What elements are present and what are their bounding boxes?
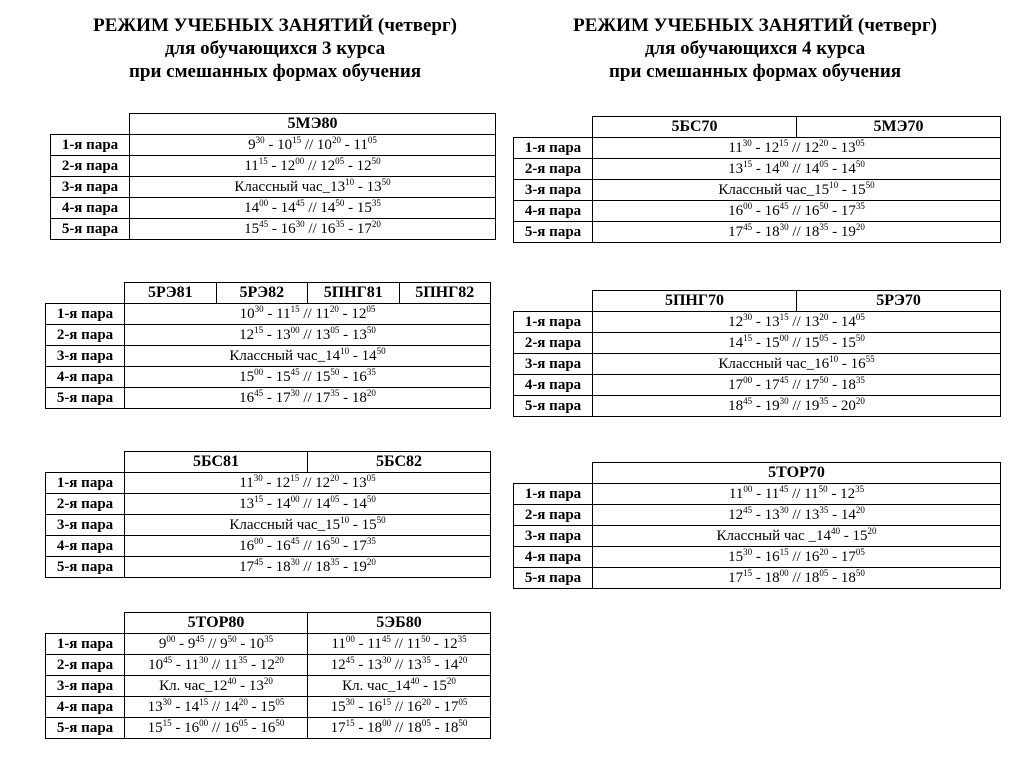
pair-label: 3-я пара	[51, 177, 130, 198]
table-row	[51, 177, 496, 198]
corner-cell	[46, 452, 125, 473]
time-cell: $16^{00} - 16^{45} // 16^{50} - 17^{35}$	[125, 536, 491, 557]
pair-label: 2-я пара	[514, 505, 593, 526]
time-cell: $15^{00} - 15^{45} // 15^{50} - 16^{35}$	[125, 367, 491, 388]
corner-cell	[514, 117, 593, 138]
pair-label: 5-я пара	[514, 222, 593, 243]
time-cell: $17^{00} - 17^{45} // 17^{50} - 18^{35}$	[593, 375, 1001, 396]
time-cell: $17^{45} - 18^{30} // 18^{35} - 19^{20}$	[593, 222, 1001, 243]
time-cell: $15^{45} - 16^{30} // 16^{35} - 17^{20}$	[130, 219, 496, 240]
schedule-table-5bs81-5bs82	[45, 451, 491, 578]
pair-label: 4-я пара	[514, 547, 593, 568]
time-cell: $11^{00} - 11^{45} // 11^{50} - 12^{35}$	[593, 484, 1001, 505]
heading-line-1: РЕЖИМ УЧЕБНЫХ ЗАНЯТИЙ (четверг)	[573, 15, 937, 36]
table-row	[514, 484, 1001, 505]
table-row	[46, 515, 491, 536]
table-row	[46, 346, 491, 367]
table-row	[46, 718, 491, 739]
pair-label: 2-я пара	[46, 494, 125, 515]
group-header: 5ЭБ80	[308, 613, 491, 634]
time-cell: Классный $час\_16^{10} - 16^{55}$	[593, 354, 1001, 375]
pair-label: 3-я пара	[46, 676, 125, 697]
time-cell: $12^{45} - 13^{30} // 13^{35} - 14^{20}$	[308, 655, 491, 676]
pair-label: 5-я пара	[46, 718, 125, 739]
group-header: 5БС70	[593, 117, 797, 138]
group-header-row	[46, 613, 491, 634]
group-header: 5ПНГ70	[593, 291, 797, 312]
pair-label: 4-я пара	[46, 697, 125, 718]
time-cell: $9^{30} - 10^{15} // 10^{20} - 11^{05}$	[130, 135, 496, 156]
table-row	[51, 198, 496, 219]
time-cell: Кл. $час\_12^{40} - 13^{20}$	[125, 676, 308, 697]
group-header-row	[514, 463, 1001, 484]
corner-cell	[51, 114, 130, 135]
table-row	[514, 333, 1001, 354]
heading-4-course	[520, 14, 990, 83]
time-cell: $15^{15} - 16^{00} // 16^{05} - 16^{50}$	[125, 718, 308, 739]
group-header-row	[46, 452, 491, 473]
heading-line-2: для обучающихся 3 курса	[164, 38, 386, 59]
schedule-table-5me80	[50, 113, 496, 240]
pair-label: 4-я пара	[46, 367, 125, 388]
group-header: 5РЭ70	[797, 291, 1001, 312]
pair-label: 4-я пара	[514, 201, 593, 222]
pair-label: 2-я пара	[51, 156, 130, 177]
pair-label: 1-я пара	[46, 304, 125, 325]
heading-line-3: при смешанных формах обучения	[128, 61, 422, 82]
time-cell: $9^{00} - 9^{45} // 9^{50} - 10^{35}$	[125, 634, 308, 655]
table-row	[514, 568, 1001, 589]
time-cell: $13^{30} - 14^{15} // 14^{20} - 15^{05}$	[125, 697, 308, 718]
table-row	[46, 634, 491, 655]
table-row	[46, 536, 491, 557]
table-row	[514, 547, 1001, 568]
heading-line-3: при смешанных формах обучения	[608, 61, 902, 82]
group-header-row	[46, 283, 491, 304]
pair-label: 2-я пара	[46, 325, 125, 346]
schedule-table-5bs70-5me70	[513, 116, 1001, 243]
table-row	[46, 676, 491, 697]
time-cell: Классный $час\_15^{10} - 15^{50}$	[125, 515, 491, 536]
group-header: 5МЭ80	[130, 114, 496, 135]
time-cell: $16^{45} - 17^{30} // 17^{35} - 18^{20}$	[125, 388, 491, 409]
table-row	[514, 159, 1001, 180]
time-cell: $10^{45} - 11^{30} // 11^{35} - 12^{20}$	[125, 655, 308, 676]
pair-label: 3-я пара	[514, 526, 593, 547]
time-cell: $14^{00} - 14^{45} // 14^{50} - 15^{35}$	[130, 198, 496, 219]
time-cell: Классный час $\_14^{40} - 15^{20}$	[593, 526, 1001, 547]
group-header-row	[51, 114, 496, 135]
time-cell: Классный $час\_14^{10} - 14^{50}$	[125, 346, 491, 367]
time-cell: Кл. $час\_14^{40} - 15^{20}$	[308, 676, 491, 697]
time-cell: $16^{00} - 16^{45} // 16^{50} - 17^{35}$	[593, 201, 1001, 222]
pair-label: 4-я пара	[46, 536, 125, 557]
table-row	[46, 655, 491, 676]
time-cell: $15^{30} - 16^{15} // 16^{20} - 17^{05}$	[593, 547, 1001, 568]
schedule-table-5tor80-5eb80	[45, 612, 491, 739]
pair-label: 3-я пара	[46, 346, 125, 367]
corner-cell	[514, 291, 593, 312]
table-row	[514, 505, 1001, 526]
pair-label: 2-я пара	[514, 333, 593, 354]
time-cell: Классный $час\_15^{10} - 15^{50}$	[593, 180, 1001, 201]
time-cell: $12^{15} - 13^{00} // 13^{05} - 13^{50}$	[125, 325, 491, 346]
table-row	[46, 473, 491, 494]
time-cell: $11^{30} - 12^{15} // 12^{20} - 13^{05}$	[125, 473, 491, 494]
pair-label: 1-я пара	[514, 312, 593, 333]
time-cell: $12^{30} - 13^{15} // 13^{20} - 14^{05}$	[593, 312, 1001, 333]
group-header: 5ТОР80	[125, 613, 308, 634]
schedule-table-5tor70	[513, 462, 1001, 589]
pair-label: 1-я пара	[46, 634, 125, 655]
group-header: 5БС81	[125, 452, 308, 473]
pair-label: 2-я пара	[46, 655, 125, 676]
table-row	[514, 222, 1001, 243]
table-row	[514, 201, 1001, 222]
schedule-table-5png70-5re70	[513, 290, 1001, 417]
time-cell: $17^{15} - 18^{00} // 18^{05} - 18^{50}$	[308, 718, 491, 739]
table-row	[46, 697, 491, 718]
pair-label: 5-я пара	[514, 396, 593, 417]
table-row	[514, 396, 1001, 417]
pair-label: 5-я пара	[514, 568, 593, 589]
table-row	[514, 375, 1001, 396]
pair-label: 3-я пара	[514, 354, 593, 375]
time-cell: $12^{45} - 13^{30} // 13^{35} - 14^{20}$	[593, 505, 1001, 526]
group-header: 5МЭ70	[797, 117, 1001, 138]
time-cell: $17^{15} - 18^{00} // 18^{05} - 18^{50}$	[593, 568, 1001, 589]
table-row	[46, 325, 491, 346]
pair-label: 5-я пара	[46, 557, 125, 578]
time-cell: $10^{30} - 11^{15} // 11^{20} - 12^{05}$	[125, 304, 491, 325]
corner-cell	[46, 613, 125, 634]
time-cell: $11^{00} - 11^{45} // 11^{50} - 12^{35}$	[308, 634, 491, 655]
time-cell: $17^{45} - 18^{30} // 18^{35} - 19^{20}$	[125, 557, 491, 578]
table-row	[46, 388, 491, 409]
time-cell: $18^{45} - 19^{30} // 19^{35} - 20^{20}$	[593, 396, 1001, 417]
table-row	[514, 312, 1001, 333]
pair-label: 5-я пара	[46, 388, 125, 409]
table-row	[46, 367, 491, 388]
time-cell: $15^{30} - 16^{15} // 16^{20} - 17^{05}$	[308, 697, 491, 718]
table-row	[514, 526, 1001, 547]
table-row	[514, 138, 1001, 159]
time-cell: Классный $час\_13^{10} - 13^{50}$	[130, 177, 496, 198]
group-header: 5ПНГ81	[308, 283, 400, 304]
table-row	[46, 304, 491, 325]
pair-label: 5-я пара	[51, 219, 130, 240]
time-cell: $11^{15} - 12^{00} // 12^{05} - 12^{50}$	[130, 156, 496, 177]
schedule-table-5re81-5png82	[45, 282, 491, 409]
table-row	[514, 354, 1001, 375]
pair-label: 3-я пара	[514, 180, 593, 201]
table-row	[46, 494, 491, 515]
table-row	[51, 135, 496, 156]
table-row	[46, 557, 491, 578]
group-header: 5РЭ82	[216, 283, 308, 304]
table-row	[514, 180, 1001, 201]
pair-label: 4-я пара	[514, 375, 593, 396]
time-cell: $11^{30} - 12^{15} // 12^{20} - 13^{05}$	[593, 138, 1001, 159]
pair-label: 3-я пара	[46, 515, 125, 536]
table-row	[51, 156, 496, 177]
table-row	[51, 219, 496, 240]
time-cell: $13^{15} - 14^{00} // 14^{05} - 14^{50}$	[125, 494, 491, 515]
pair-label: 1-я пара	[51, 135, 130, 156]
pair-label: 4-я пара	[51, 198, 130, 219]
pair-label: 1-я пара	[514, 138, 593, 159]
heading-line-2: для обучающихся 4 курса	[644, 38, 866, 59]
corner-cell	[46, 283, 125, 304]
group-header: 5ПНГ82	[399, 283, 491, 304]
pair-label: 1-я пара	[514, 484, 593, 505]
pair-label: 1-я пара	[46, 473, 125, 494]
group-header: 5РЭ81	[125, 283, 217, 304]
pair-label: 2-я пара	[514, 159, 593, 180]
group-header: 5БС82	[308, 452, 491, 473]
time-cell: $13^{15} - 14^{00} // 14^{05} - 14^{50}$	[593, 159, 1001, 180]
heading-line-1: РЕЖИМ УЧЕБНЫХ ЗАНЯТИЙ (четверг)	[93, 15, 457, 36]
group-header-row	[514, 117, 1001, 138]
corner-cell	[514, 463, 593, 484]
time-cell: $14^{15} - 15^{00} // 15^{05} - 15^{50}$	[593, 333, 1001, 354]
heading-3-course	[40, 14, 510, 83]
group-header: 5ТОР70	[593, 463, 1001, 484]
group-header-row	[514, 291, 1001, 312]
